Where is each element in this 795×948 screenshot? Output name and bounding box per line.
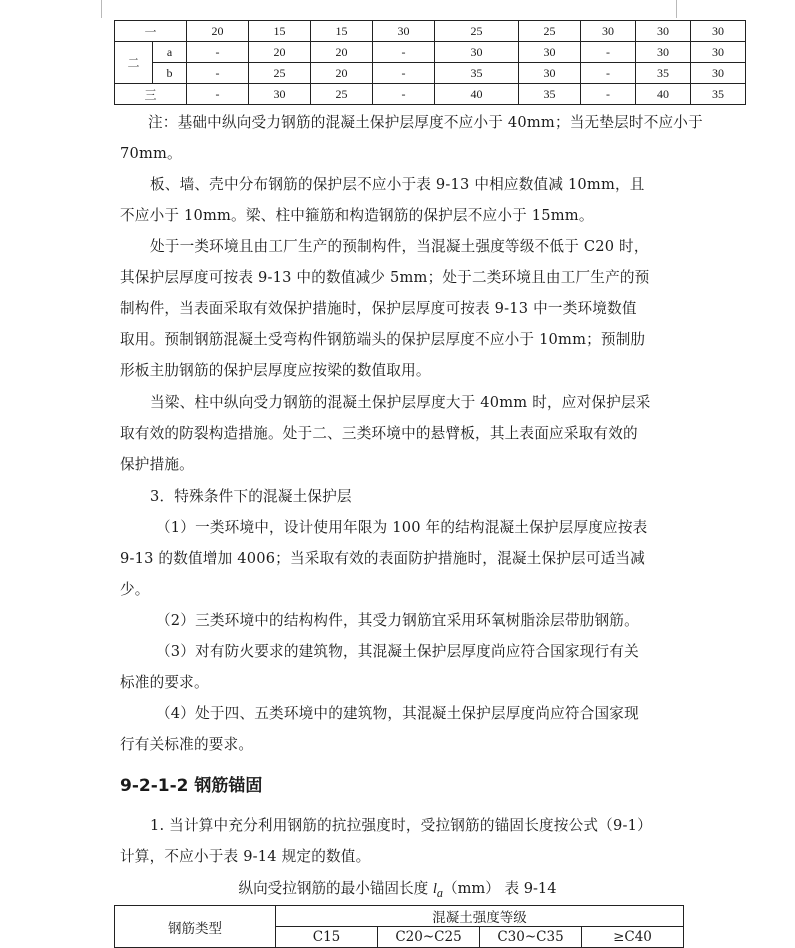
table-cell: 30 [636,42,691,63]
table-cell: 30 [435,42,519,63]
text-line: 注：基础中纵向受力钢筋的混凝土保护层厚度不应小于 40mm；当无垫层时不应小于 [148,114,703,131]
table-cell: 25 [311,84,373,105]
text-line: 不应小于 10mm。梁、柱中箍筋和构造钢筋的保护层不应小于 15mm。 [120,207,594,224]
table-cell: 30 [691,21,746,42]
paragraph [120,512,680,605]
env-subclass-label: a [153,42,187,63]
table-cell: - [373,84,435,105]
text-line: （2）三类环境中的结构构件，其受力钢筋宜采用环氧树脂涂层带肋钢筋。 [156,612,639,629]
text-line: 行有关标准的要求。 [120,736,254,753]
grade-header: C30~C35 [480,927,582,948]
section-heading: 9-2-1-2 钢筋锚固 [120,776,263,796]
header-concrete-grade: 混凝土强度等级 [276,906,684,927]
table-row [115,63,746,84]
table-cell: 30 [691,42,746,63]
text-line: 计算，不应小于表 9-14 规定的数值。 [120,848,371,865]
table-row [115,42,746,63]
table-cell: 35 [435,63,519,84]
table-cell: 25 [519,21,581,42]
text-line: 标准的要求。 [120,674,209,691]
subsection-title [120,481,680,512]
table-cell: 30 [519,42,581,63]
env-subclass-label: b [153,63,187,84]
caption-suffix: （mm） 表 9-14 [442,880,557,897]
grade-header: ≥C40 [582,927,684,948]
table-cell: - [581,63,636,84]
paragraph [120,698,680,760]
paragraph [120,169,680,231]
table-cell: 40 [636,84,691,105]
table-note [120,107,703,169]
text-line: 处于一类环境且由工厂生产的预制构件，当混凝土强度等级不低于 C20 时， [150,238,649,255]
table-row [115,906,684,927]
table-cell: 25 [249,63,311,84]
text-line: 保护措施。 [120,456,194,473]
text-line: 形板主肋钢筋的保护层厚度应按梁的数值取用。 [120,362,431,379]
table-cell: 35 [636,63,691,84]
env-class-label: 二 [115,42,153,84]
table-cell: 20 [311,63,373,84]
table-cell: - [187,42,249,63]
cover-thickness-table [114,20,746,105]
page-corner-mark-right [676,0,677,18]
table-cell: - [373,63,435,84]
table-cell: 30 [691,63,746,84]
text-line: 1. 当计算中充分利用钢筋的抗拉强度时，受拉钢筋的锚固长度按公式（9-1） [150,817,652,834]
table-cell: - [373,42,435,63]
caption-text: 纵向受拉钢筋的最小锚固长度 [238,880,433,897]
text-line: 其保护层厚度可按表 9-13 中的数值减少 5mm；处于二类环境且由工厂生产的预 [120,269,650,286]
grade-header: C20~C25 [378,927,480,948]
paragraph [120,810,680,872]
env-class-label: 一 [115,21,187,42]
table-cell: - [187,84,249,105]
paragraph [120,231,680,386]
header-rebar-type: 钢筋类型 [115,906,276,948]
text-line: （1）一类环境中，设计使用年限为 100 年的结构混凝土保护层厚度应按表 [156,519,648,536]
text-line: 70mm。 [120,145,182,162]
text-line: 3．特殊条件下的混凝土保护层 [150,488,352,505]
text-line: 制构件，当表面采取有效保护措施时，保护层厚度可按表 9-13 中一类环境数值 [120,300,637,317]
text-line: 当梁、柱中纵向受力钢筋的混凝土保护层厚度大于 40mm 时，应对保护层采 [150,394,651,411]
table-cell: 35 [691,84,746,105]
paragraph [120,605,680,636]
table-cell: - [187,63,249,84]
anchorage-length-table [114,905,684,948]
text-line: （3）对有防火要求的建筑物，其混凝土保护层厚度尚应符合国家现行有关 [156,643,639,660]
table-cell: 25 [435,21,519,42]
table-cell: 40 [435,84,519,105]
table-cell: - [581,42,636,63]
table-cell: 15 [249,21,311,42]
paragraph [120,636,680,698]
text-line: （4）处于四、五类环境中的建筑物，其混凝土保护层厚度尚应符合国家现 [156,705,639,722]
table-cell: 30 [373,21,435,42]
table-cell: 30 [636,21,691,42]
table-row [115,21,746,42]
text-line: 9-13 的数值增加 4006；当采取有效的表面防护措施时，混凝土保护层可适当减 [120,550,646,567]
paragraph [120,387,680,480]
table-cell: 20 [187,21,249,42]
caption-subscript: a [436,885,443,900]
table-cell: 30 [249,84,311,105]
text-line: 板、墙、壳中分布钢筋的保护层不应小于表 9-13 中相应数值减 10mm，且 [150,176,645,193]
text-line: 少。 [120,581,150,598]
table-cell: 30 [519,63,581,84]
table-cell: 20 [249,42,311,63]
table-cell: 35 [519,84,581,105]
table-caption [0,876,795,906]
caption-symbol: l [432,881,437,897]
grade-header: C15 [276,927,378,948]
table-row [115,84,746,105]
table-cell: - [581,84,636,105]
text-line: 取有效的防裂构造措施。处于二、三类环境中的悬臂板，其上表面应采取有效的 [120,425,638,442]
env-class-label: 三 [115,84,187,105]
table-cell: 30 [581,21,636,42]
page-corner-mark-left [101,0,102,18]
table-cell: 15 [311,21,373,42]
table-cell: 20 [311,42,373,63]
text-line: 取用。预制钢筋混凝土受弯构件钢筋端头的保护层厚度不应小于 10mm；预制肋 [120,331,646,348]
